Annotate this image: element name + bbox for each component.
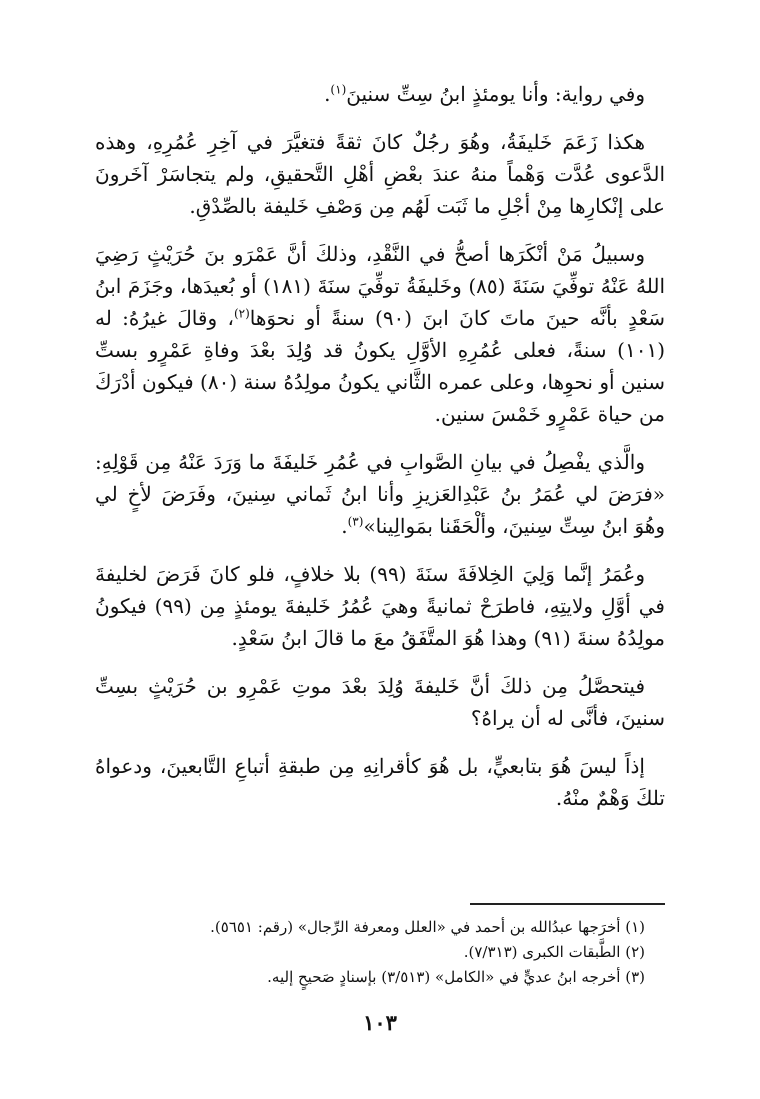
footnote-2: (٢) الطَّبقات الكبرى (٧/٣١٣). (463, 943, 645, 961)
footnote-3: (٣) أخرجه ابنُ عديٍّ في «الكامل» (٣/٥١٣) بإسنادٍ صَحيحٍ إليه. (267, 968, 645, 986)
page-number: ١٠٣ (363, 1010, 397, 1035)
main-text (95, 78, 665, 830)
footnotes (95, 915, 665, 990)
footnote-1: (١) أخرَجها عبدُالله بن أحمد في «العلل ومعرفة الرِّجال» (رقم: ٥٦٥١). (210, 918, 645, 936)
paragraph-7: إذاً ليسَ هُوَ بتابعيٍّ، بل هُوَ كأقرانِهِ مِن طبقةِ أتباعِ التَّابعينَ، ودعواهُ تلكَ وَهْمٌ منْهُ. (95, 754, 665, 810)
footnote-ref-2[interactable]: (٢) (233, 306, 250, 321)
paragraph-2: هكذا زَعَمَ خَليفَةُ، وهُوَ رجُلٌ كانَ ثقةً فتغيَّرَ في آخِرِ عُمُرِهِ، وهذه الدَّعوى عُدَّت وَهْماً منهُ عندَ بعْضِ أهْلِ التَّحقيقِ، ولم يتجاسَرْ آخَرونَ على إنْكارِها مِنْ أجْلِ ما ثَبَت لَهُم مِن وَصْفِ خَليفة بالصِّدْقِ. (95, 130, 665, 218)
paragraph-1: وفي رواية: وأنا يومئذٍ ابنُ سِتِّ سنينَ$^{(١)}$. (324, 82, 645, 106)
footnote-ref-3[interactable]: (٣) (347, 514, 364, 529)
paragraph-3: وسبيلُ مَنْ أنْكَرَها أصحُّ في النَّقْدِ، وذلكَ أنَّ عَمْرَو بنَ حُرَيْثٍ رَضِيَ اللهُ عَنْهُ توفِّيَ سَنَةَ (٨٥) وخَليفَةُ توفِّيَ سنَةَ (١٨١) أو بُعيدَها، وجَزَمَ ابنُ سَعْدٍ بأنَّه حينَ ماتَ كانَ ابنَ (٩٠) سنةً أو نحوَها$^{(٢)}$، وقالَ غيرُهُ: له (١٠١) سنةً، فعلى عُمُرِهِ الأوَّلِ يكونُ قد وُلِدَ بعْدَ وفاةِ عَمْرٍو بستِّ سنين أو نحوِها، وعلى عمره الثَّاني يكونُ مولِدُهُ سنة (٨٠) فيكون أدْرَكَ من حياة عَمْرٍو خَمْسَ سنين. (95, 242, 665, 426)
footnote-ref-1[interactable]: (١) (330, 82, 347, 97)
footnote-divider (470, 903, 665, 905)
paragraph-4: والَّذي يفْصِلُ في بيانِ الصَّوابِ في عُمُرِ خَليفَةَ ما وَرَدَ عَنْهُ مِن قَوْلِهِ: «فرَضَ لي عُمَرُ بنُ عَبْدِالعَزيزِ وأنا ابنُ ثَماني سِنينَ، وفَرَضَ لأخٍ لي وهُوَ ابنُ سِتِّ سِنينَ، وألْحَقَنا بمَوالِينا»$^{(٣)}$. (95, 450, 665, 538)
paragraph-6: فيتحصَّلُ مِن ذلكَ أنَّ خَليفةَ وُلِدَ بعْدَ موتِ عَمْرِو بن حُرَيْثٍ بسِتِّ سنينَ، فأنَّى له أن يراهُ؟ (95, 674, 665, 730)
paragraph-5: وعُمَرُ إنَّما وَلِيَ الخِلافَةَ سنَةَ (٩٩) بلا خلافٍ، فلو كانَ فَرَضَ لخليفةَ في أوَّلِ ولايتِهِ، فاطرَحْ ثمانيةً وهيَ عُمُرُ خَليفةَ يومئذٍ مِن (٩٩) فيكونُ مولِدُهُ سنةَ (٩١) وهذا هُوَ المتَّفَقُ معَ ما قالَ ابنُ سَعْدٍ. (95, 562, 665, 650)
